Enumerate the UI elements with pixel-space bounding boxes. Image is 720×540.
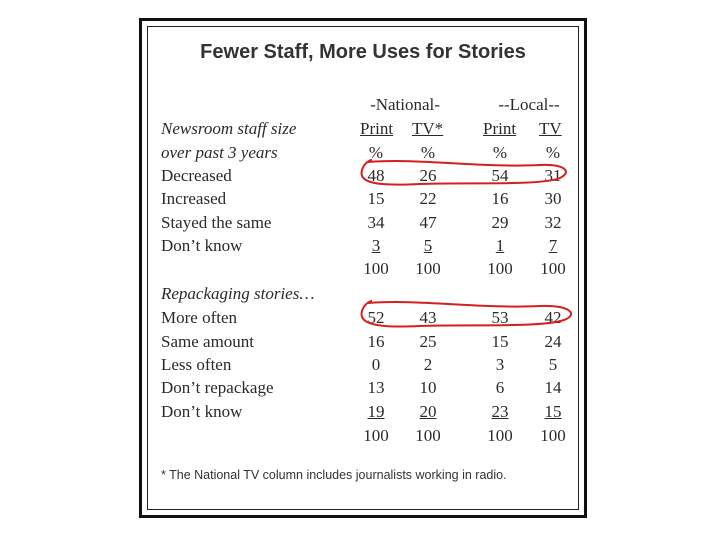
percent-mark: % [545, 143, 561, 162]
row-label: Decreased [161, 166, 232, 185]
col-local-print: Print [483, 119, 517, 138]
table-cell: 13 [367, 378, 385, 397]
total-cell: 100 [415, 426, 441, 445]
percent-mark: % [420, 143, 436, 162]
section-title-staff: Newsroom staff size [161, 119, 297, 138]
table-cell: 42 [544, 308, 562, 327]
row-label: Same amount [161, 332, 255, 351]
section-title-staff-line2: over past 3 years [161, 143, 278, 162]
total-cell: 100 [363, 426, 389, 445]
row-label: Don’t know [161, 402, 243, 421]
table-cell: 16 [367, 332, 385, 351]
table-cell: 15 [367, 189, 385, 208]
table-cell: 3 [495, 355, 505, 374]
table-cell: 7 [548, 236, 558, 255]
table-cell: 32 [544, 213, 562, 232]
table-inner-border [147, 26, 579, 510]
table-cell: 47 [419, 213, 437, 232]
table-cell: 24 [544, 332, 562, 351]
group-national: -National- [370, 95, 440, 114]
table-cell: 30 [544, 189, 562, 208]
table-cell: 34 [367, 213, 385, 232]
page-title: Fewer Staff, More Uses for Stories [200, 41, 526, 63]
table-cell: 16 [491, 189, 509, 208]
table-cell: 54 [491, 166, 509, 185]
footnote: * The National TV column includes journalists working in radio. [161, 468, 507, 482]
total-cell: 100 [487, 426, 513, 445]
total-cell: 100 [540, 426, 566, 445]
table-cell: 53 [491, 308, 509, 327]
table-cell: 1 [495, 236, 505, 255]
table-cell: 5 [548, 355, 558, 374]
table-cell: 25 [419, 332, 437, 351]
table-cell: 0 [371, 355, 381, 374]
total-cell: 100 [363, 259, 389, 278]
total-cell: 100 [487, 259, 513, 278]
col-national-print: Print [360, 119, 394, 138]
table-cell: 2 [423, 355, 433, 374]
row-label: Don’t repackage [161, 378, 274, 397]
col-national-tv: TV* [412, 119, 444, 138]
percent-mark: % [368, 143, 384, 162]
table-cell: 48 [367, 166, 385, 185]
section-title-repackaging: Repackaging stories… [161, 284, 315, 303]
table-cell: 15 [491, 332, 509, 351]
total-cell: 100 [415, 259, 441, 278]
table-cell: 10 [419, 378, 437, 397]
table-cell: 6 [495, 378, 505, 397]
table-cell: 5 [423, 236, 433, 255]
total-cell: 100 [540, 259, 566, 278]
row-label: Don’t know [161, 236, 243, 255]
table-cell: 3 [371, 236, 381, 255]
table-cell: 20 [419, 402, 437, 421]
row-label: Less often [161, 355, 232, 374]
table-frame [139, 18, 587, 518]
row-label: Increased [161, 189, 227, 208]
table-cell: 22 [419, 189, 437, 208]
percent-mark: % [492, 143, 508, 162]
table-cell: 31 [544, 166, 562, 185]
table-cell: 19 [367, 402, 385, 421]
table-cell: 43 [419, 308, 437, 327]
table-cell: 29 [491, 213, 509, 232]
table-cell: 52 [367, 308, 385, 327]
table-cell: 23 [491, 402, 509, 421]
col-local-tv: TV [539, 119, 562, 138]
table-cell: 26 [419, 166, 437, 185]
table-cell: 14 [544, 378, 562, 397]
row-label: Stayed the same [161, 213, 272, 232]
table-cell: 15 [544, 402, 562, 421]
row-label: More often [161, 308, 238, 327]
group-local: --Local-- [498, 95, 560, 114]
